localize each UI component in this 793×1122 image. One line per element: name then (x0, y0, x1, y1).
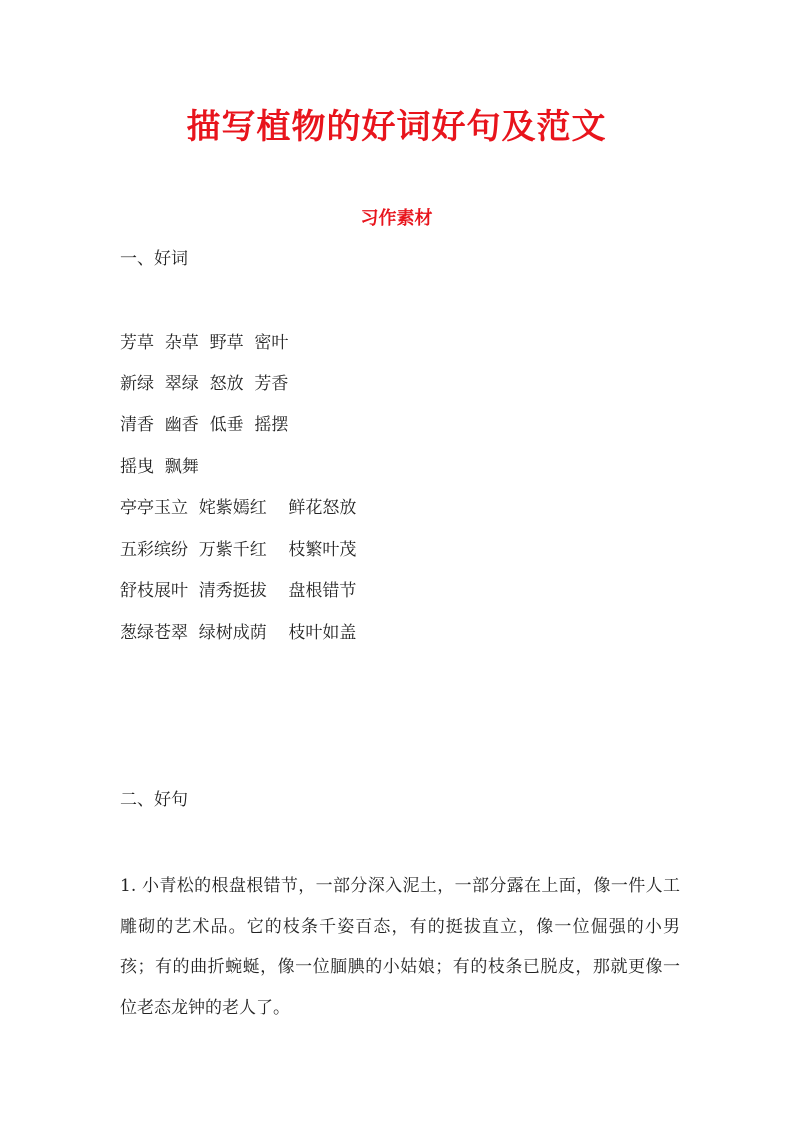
section-heading-good-words: 一、好词 (120, 249, 188, 269)
section-heading-good-sentences: 二、好句 (120, 790, 188, 810)
word-row: 葱绿苍翠 绿树成荫 枝叶如盖 (120, 623, 357, 643)
word-row: 清香 幽香 低垂 摇摆 (120, 415, 289, 435)
word-row: 新绿 翠绿 怒放 芳香 (120, 374, 289, 394)
word-row: 摇曳 飘舞 (120, 457, 199, 477)
document-title: 描写植物的好词好句及范文 (186, 107, 607, 147)
word-row: 舒枝展叶 清秀挺拔 盘根错节 (120, 581, 357, 601)
word-row: 五彩缤纷 万紫千红 枝繁叶茂 (120, 540, 357, 560)
document-subtitle: 习作素材 (360, 208, 433, 229)
sentence-paragraph: 1. 小青松的根盘根错节，一部分深入泥土，一部分露在上面，像一件人工雕砌的艺术品。它的枝条千姿百态，有的挺拔直立，像一位倔强的小男孩；有的曲折蜿蜒，像一位腼腆的小姑娘；有的枝条已脱皮，那就更像一位老态龙钟的老人了。 (120, 876, 680, 1018)
word-row: 芳草 杂草 野草 密叶 (120, 333, 289, 353)
word-row: 亭亭玉立 姹紫嫣红 鲜花怒放 (120, 498, 357, 518)
